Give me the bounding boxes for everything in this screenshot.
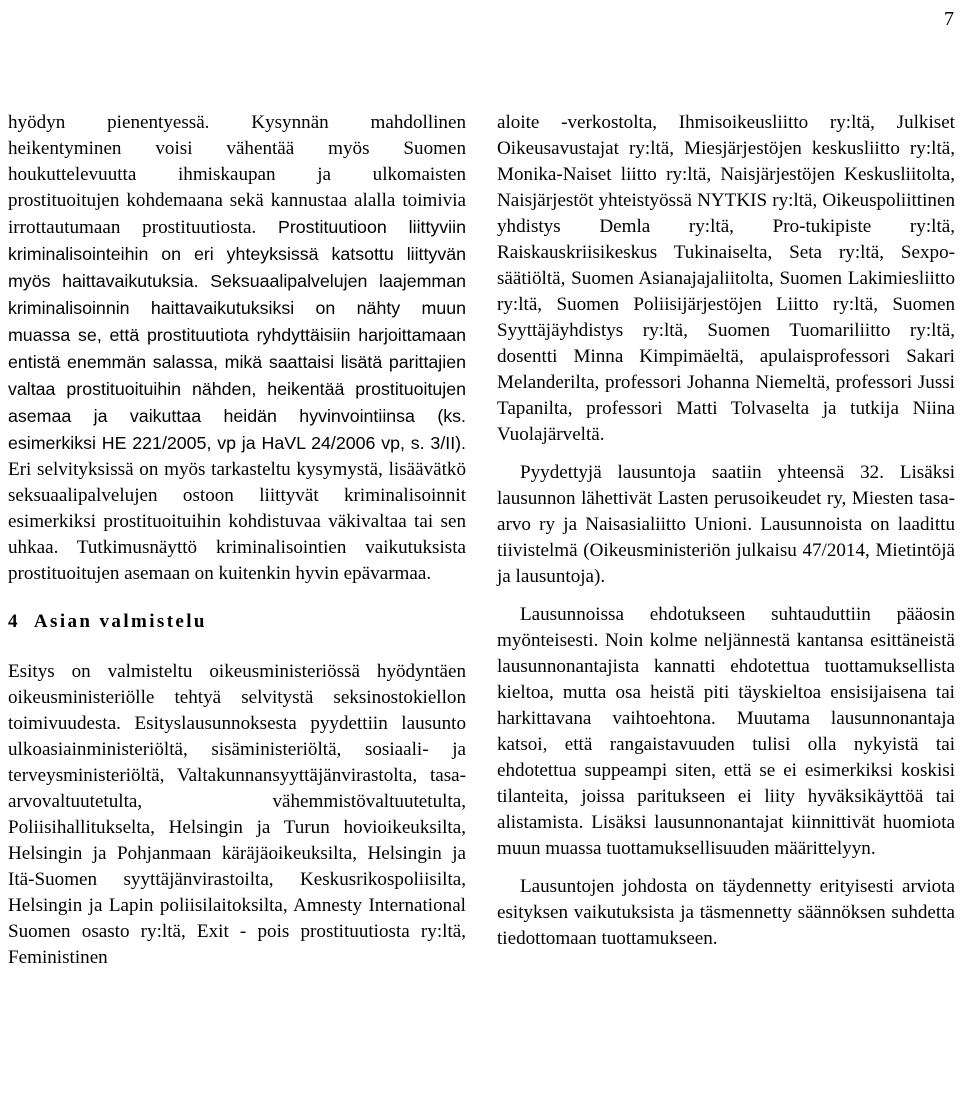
paragraph-statement-count: Pyydettyjä lausuntoja saatiin yhteensä 32. Lisäksi lausunnon lähettivät Lasten perusoikeudet ry, Miesten tasa-arvo ry ja Naisasialiitto Unioni. Lausunnoista on laadittu tiivistelmä (Oikeusministeriön julkaisu 47/2014, Mietintöjä ja lausuntoja). — [497, 462, 955, 587]
page-number: 7 — [944, 8, 954, 30]
section-heading — [8, 609, 466, 635]
text-sans: Prostituutioon liittyviin kriminalisointeihin on eri yhteyksissä katsottu liittyvän myös haittavaikutuksia. Seksuaalipalvelujen laajemman kriminalisoinnin haittavaikutuksiksi on nähty muun muassa se, että prostituutiota ryhdyttäisiin harjoittamaan entistä enemmän salassa, mikä saattaisi lisätä parittajien valtaa prostituoituihin nähden, heikentää prostituoitujen asemaa ja vaikuttaa heidän hyvinvointiinsa (ks. esimerkiksi HE 221/2005, vp ja HaVL 24/2006 vp, s. 3/II). — [8, 217, 466, 453]
left-column — [8, 110, 466, 971]
paragraph-statement-reception: Lausunnoissa ehdotukseen suhtauduttiin pääosin myönteisesti. Noin kolme neljännestä kantansa esittäneistä lausunnonantajista kannatti ehdotettua tuottamuksellista kieltoa, mutta osa heistä piti täyskieltoa ensisijaisena tai harkittavana vaihtoehtona. Muutama lausunnonantaja katsoi, että rangaistavuuden tulisi olla nykyistä tai ehdotettua suppeampi siten, että se ei esimerkiksi koskisi tilanteita, joissa paritukseen ei liity hyväksikäyttöä tai alistamista. Lisäksi lausunnonantajat kiinnittivät huomiota muun muassa tuottamuksellisuuden määrittelyyn. — [497, 604, 955, 859]
paragraph-amendments: Lausuntojen johdosta on täydennetty erityisesti arviota esityksen vaikutuksista ja täsmennetty säännöksen suhdetta tiedottomaan tuottamukseen. — [497, 876, 955, 949]
section-title: Asian valmistelu — [33, 611, 207, 632]
paragraph-preparation: Esitys on valmisteltu oikeusministeriössä hyödyntäen oikeusministeriölle tehtyä selvitystä seksinostokiellon toimivuudesta. Esityslausunnoksesta pyydettiin lausunto ulkoasiainministeriöltä, sisäministeriöltä, sosiaali- ja terveysministeriöltä, Valtakunnansyyttäjänvirastolta, tasa-arvovaltuutetulta, vähemmistövaltuutetulta, Poliisihallitukselta, Helsingin ja Turun hovioikeuksilta, Helsingin ja Pohjanmaan käräjäoikeuksilta, Helsingin ja Itä-Suomen syyttäjänvirastoilta, Keskusrikospoliisilta, Helsingin ja Lapin poliisilaitoksilta, Amnesty International Suomen osasto ry:ltä, Exit - pois prostituutiosta ry:ltä, Feministinen — [8, 661, 466, 968]
right-column — [497, 110, 955, 952]
paragraph-consulted-organisations: aloite -verkostolta, Ihmisoikeusliitto ry:ltä, Julkiset Oikeusavustajat ry:ltä, Miesjärjestöjen keskusliitto ry:ltä, Monika-Naiset liitto ry:ltä, Naisjärjestöjen Keskusliitolta, Naisjärjestöt yhteistyössä NYTKIS ry:ltä, Oikeuspoliittinen yhdistys Demla ry:ltä, Pro-tukipiste ry:ltä, Raiskauskriisikeskus Tukinaiselta, Seta ry:ltä, Sexpo-säätiöltä, Suomen Asianajajaliitolta, Suomen Lakimiesliitto ry:ltä, Suomen Poliisijärjestöjen Liitto ry:ltä, Suomen Syyttäjäyhdistys ry:ltä, Suomen Tuomariliitto ry:ltä, dosentti Minna Kimpimäeltä, apulaisprofessori Sakari Melanderilta, professori Johanna Niemeltä, professori Jussi Tapanilta, professori Matti Tolvaselta ja tutkija Niina Vuolajärveltä. — [497, 112, 955, 445]
text-serif-end: Eri selvityksissä on myös tarkasteltu kysymystä, lisäävätkö seksuaalipalvelujen ostoon liittyvät kriminalisoinnit esimerkiksi prostituoituihin kohdistuvaa väkivaltaa tai sen uhkaa. Tutkimusnäyttö kriminalisointien vaikutuksista prostituoitujen asemaan on kuitenkin hyvin epävarmaa. — [8, 459, 466, 584]
section-number: 4 — [8, 611, 20, 632]
text-serif: hyödyn pienentyessä. Kysynnän mahdollinen heikentyminen voisi vähentää myös Suomen houkuttelevuutta ihmiskaupan ja ulkomaisten prostituoitujen kohdemaana sekä kannustaa alalla toimivia irrottautumaan prostituutiosta. — [8, 112, 466, 238]
paragraph-demand-effects — [8, 110, 466, 587]
